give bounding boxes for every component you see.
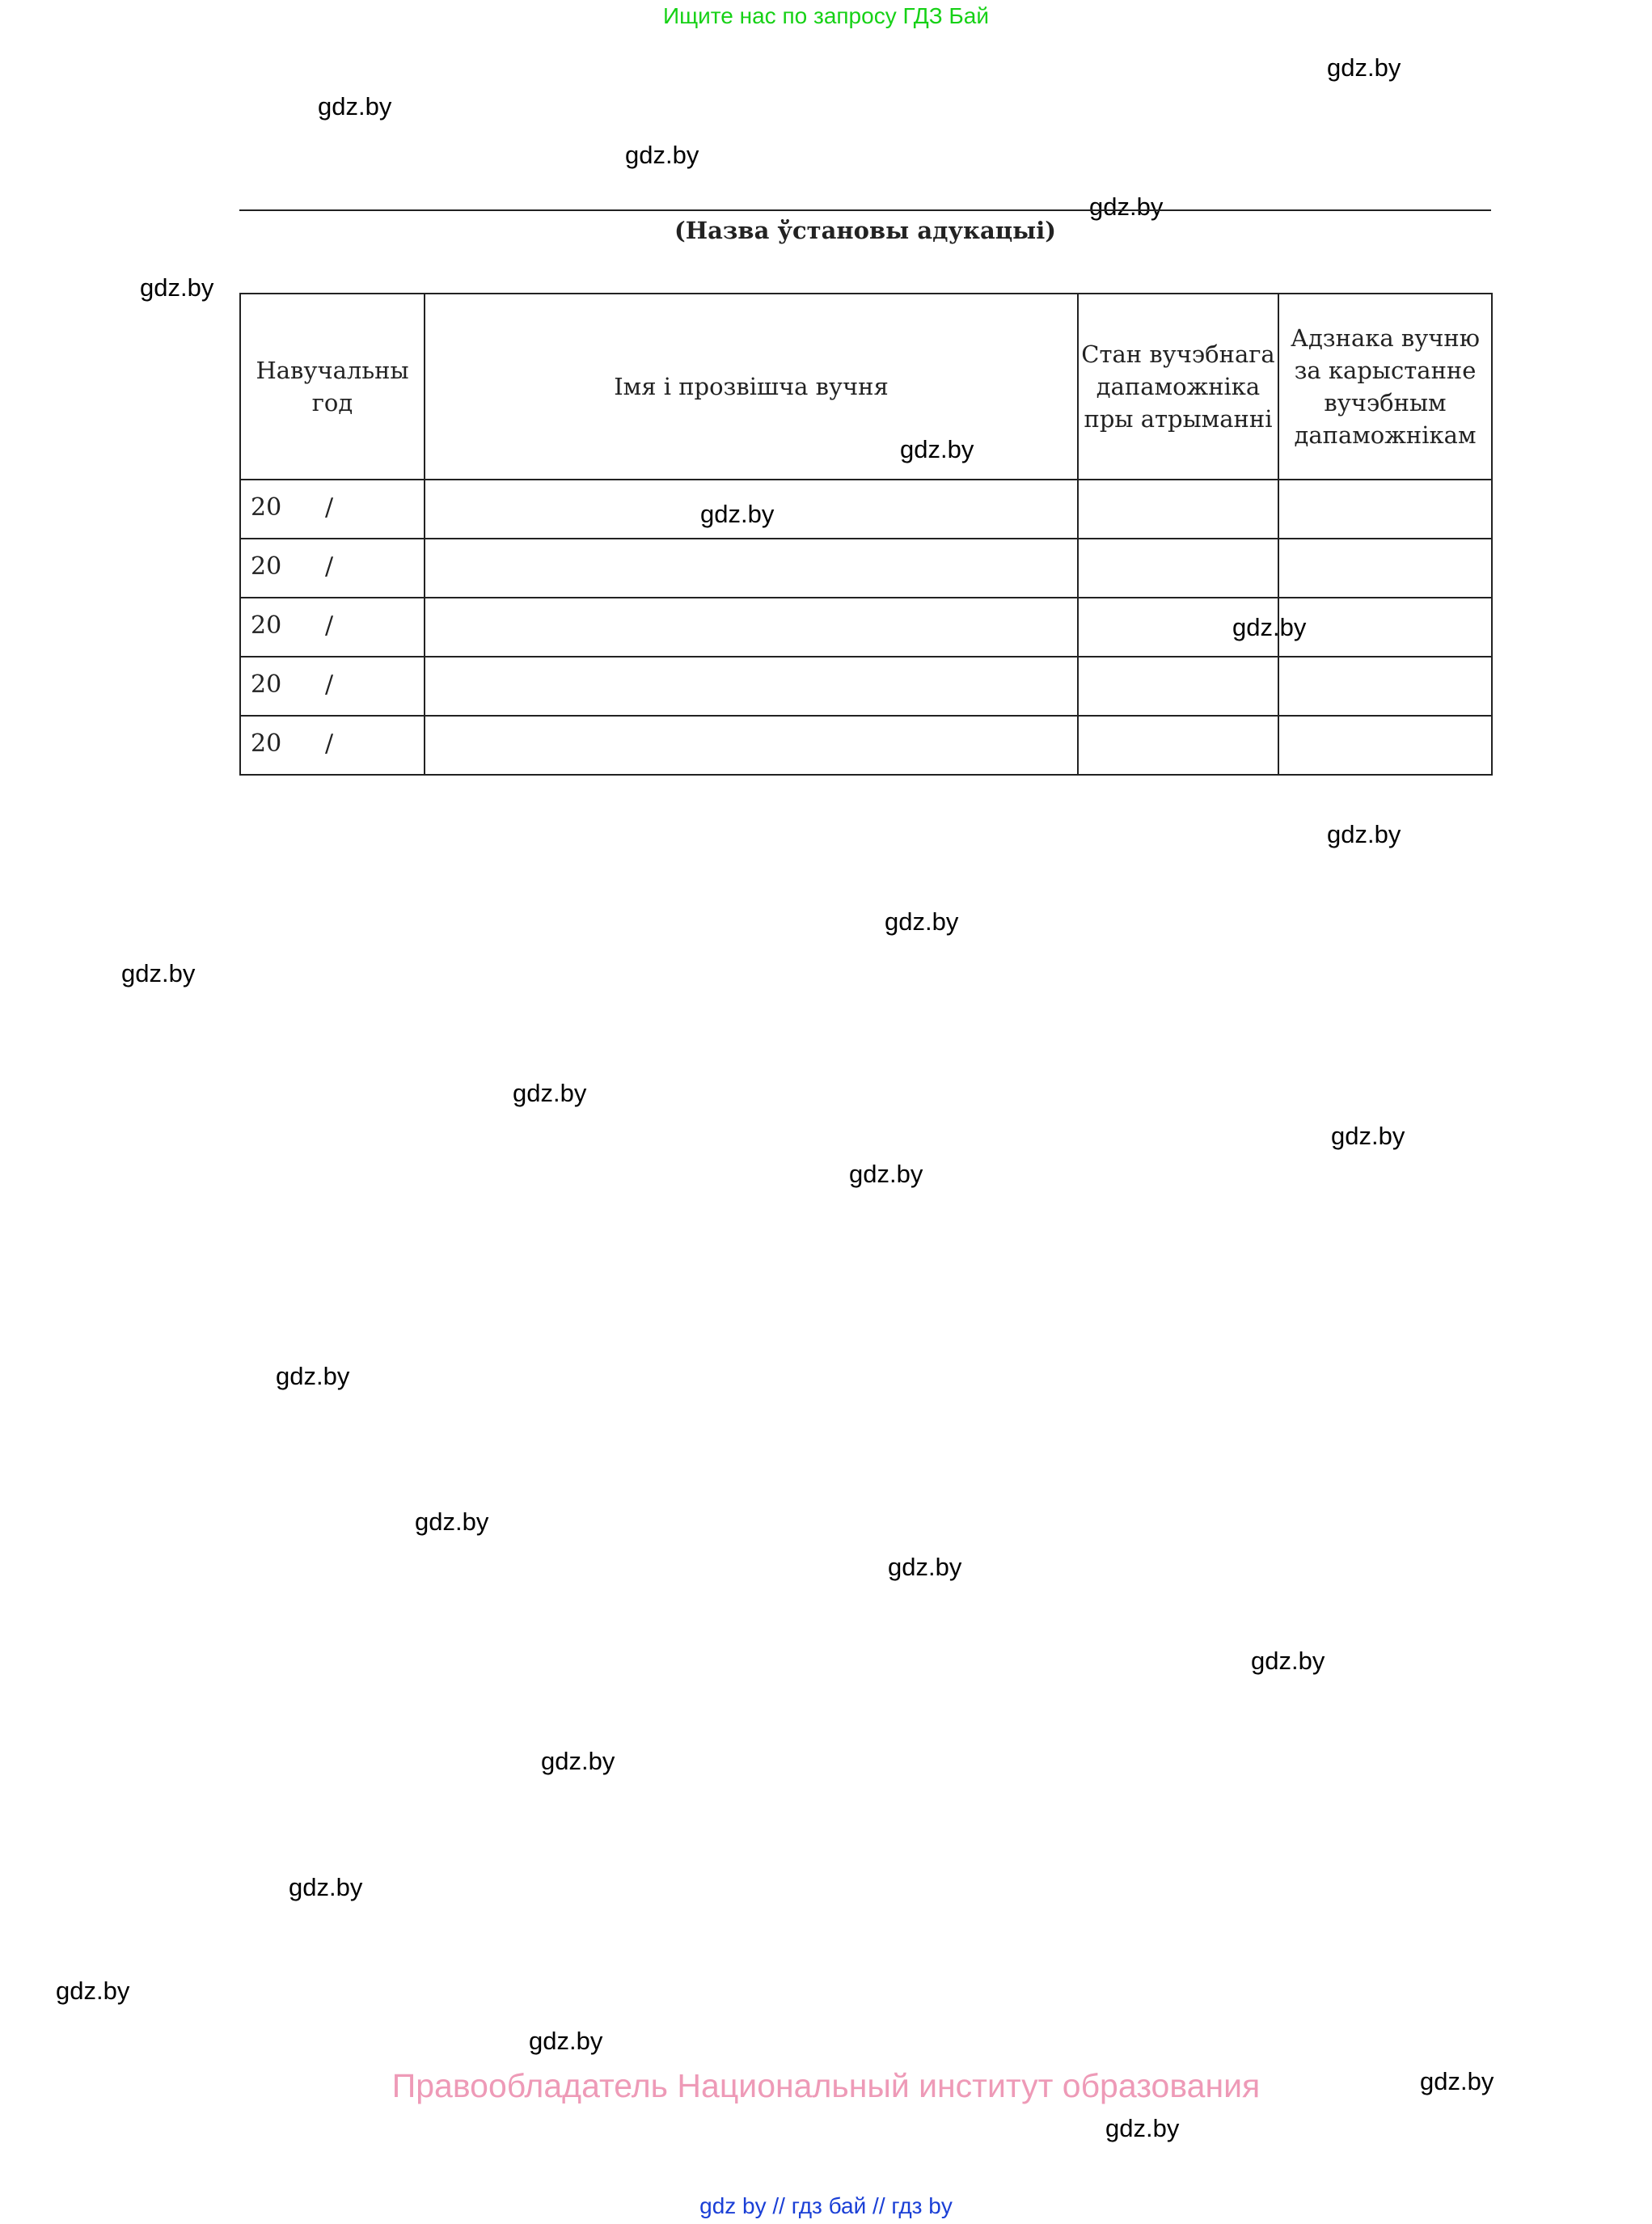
table-row bbox=[240, 716, 1492, 775]
watermark: gdz.by bbox=[121, 959, 196, 987]
condition-cell[interactable] bbox=[1078, 598, 1278, 657]
textbook-usage-table bbox=[239, 293, 1493, 776]
institution-name-line bbox=[239, 209, 1491, 211]
year-cell[interactable] bbox=[240, 480, 425, 539]
watermark: gdz.by bbox=[1327, 53, 1401, 82]
student-name-cell[interactable] bbox=[425, 539, 1078, 598]
year-cell[interactable] bbox=[240, 716, 425, 775]
watermark: gdz.by bbox=[849, 1160, 923, 1188]
year-slash: / bbox=[325, 729, 334, 758]
year-slash: / bbox=[325, 493, 334, 522]
watermark: gdz.by bbox=[888, 1553, 962, 1581]
table-row bbox=[240, 657, 1492, 716]
watermark: gdz.by bbox=[1420, 2067, 1494, 2095]
watermark: gdz.by bbox=[56, 1977, 130, 2005]
year-cell[interactable] bbox=[240, 539, 425, 598]
grade-cell[interactable] bbox=[1278, 657, 1492, 716]
watermark: gdz.by bbox=[1089, 192, 1164, 221]
header-student-name: Імя і прозвішча вучня bbox=[425, 294, 1078, 480]
watermark: gdz.by bbox=[625, 141, 699, 169]
condition-cell[interactable] bbox=[1078, 657, 1278, 716]
year-prefix: 20 bbox=[251, 729, 282, 758]
year-prefix: 20 bbox=[251, 493, 282, 522]
table-row bbox=[240, 598, 1492, 657]
table-header-row bbox=[240, 294, 1492, 480]
watermark: gdz.by bbox=[1105, 2114, 1180, 2142]
year-prefix: 20 bbox=[251, 611, 282, 640]
year-prefix: 20 bbox=[251, 552, 282, 581]
condition-cell[interactable] bbox=[1078, 539, 1278, 598]
watermark: gdz.by bbox=[700, 500, 775, 528]
year-cell[interactable] bbox=[240, 598, 425, 657]
watermark: gdz.by bbox=[318, 92, 392, 121]
watermark: gdz.by bbox=[1232, 613, 1307, 641]
watermark: gdz.by bbox=[1331, 1122, 1405, 1150]
year-slash: / bbox=[325, 552, 334, 581]
grade-cell[interactable] bbox=[1278, 480, 1492, 539]
grade-cell[interactable] bbox=[1278, 598, 1492, 657]
student-name-cell[interactable] bbox=[425, 598, 1078, 657]
grade-cell[interactable] bbox=[1278, 716, 1492, 775]
watermark: gdz.by bbox=[513, 1079, 587, 1107]
watermark: gdz.by bbox=[529, 2027, 603, 2055]
year-slash: / bbox=[325, 670, 334, 699]
student-name-cell[interactable] bbox=[425, 480, 1078, 539]
top-banner: Ищите нас по запросу ГДЗ Бай bbox=[662, 3, 990, 28]
student-name-cell[interactable] bbox=[425, 716, 1078, 775]
institution-caption: (Назва ўстановы адукацыі) bbox=[674, 217, 1056, 244]
student-name-cell[interactable] bbox=[425, 657, 1078, 716]
condition-cell[interactable] bbox=[1078, 480, 1278, 539]
watermark: gdz.by bbox=[1327, 820, 1401, 848]
watermark: gdz.by bbox=[415, 1507, 489, 1536]
table-row bbox=[240, 539, 1492, 598]
header-school-year: Навучальны год bbox=[240, 294, 425, 480]
grade-cell[interactable] bbox=[1278, 539, 1492, 598]
watermark: gdz.by bbox=[140, 273, 214, 302]
header-condition-on-receipt: Стан вучэбнага дапаможніка пры атрыманні bbox=[1078, 294, 1278, 480]
year-prefix: 20 bbox=[251, 670, 282, 699]
watermark: gdz.by bbox=[885, 907, 959, 936]
watermark: gdz.by bbox=[900, 435, 974, 463]
year-slash: / bbox=[325, 611, 334, 640]
watermark: gdz.by bbox=[289, 1873, 363, 1901]
header-usage-grade: Адзнака вучню за карыстанне вучэбным дапаможнікам bbox=[1278, 294, 1492, 480]
rights-holder-notice: Правообладатель Национальный институт образования bbox=[391, 2067, 1261, 2104]
watermark: gdz.by bbox=[541, 1747, 615, 1775]
year-cell[interactable] bbox=[240, 657, 425, 716]
watermark: gdz.by bbox=[276, 1362, 350, 1390]
footer-links[interactable]: gdz by // гдз бай // гдз by bbox=[699, 2193, 953, 2218]
condition-cell[interactable] bbox=[1078, 716, 1278, 775]
table-row bbox=[240, 480, 1492, 539]
watermark: gdz.by bbox=[1251, 1647, 1325, 1675]
